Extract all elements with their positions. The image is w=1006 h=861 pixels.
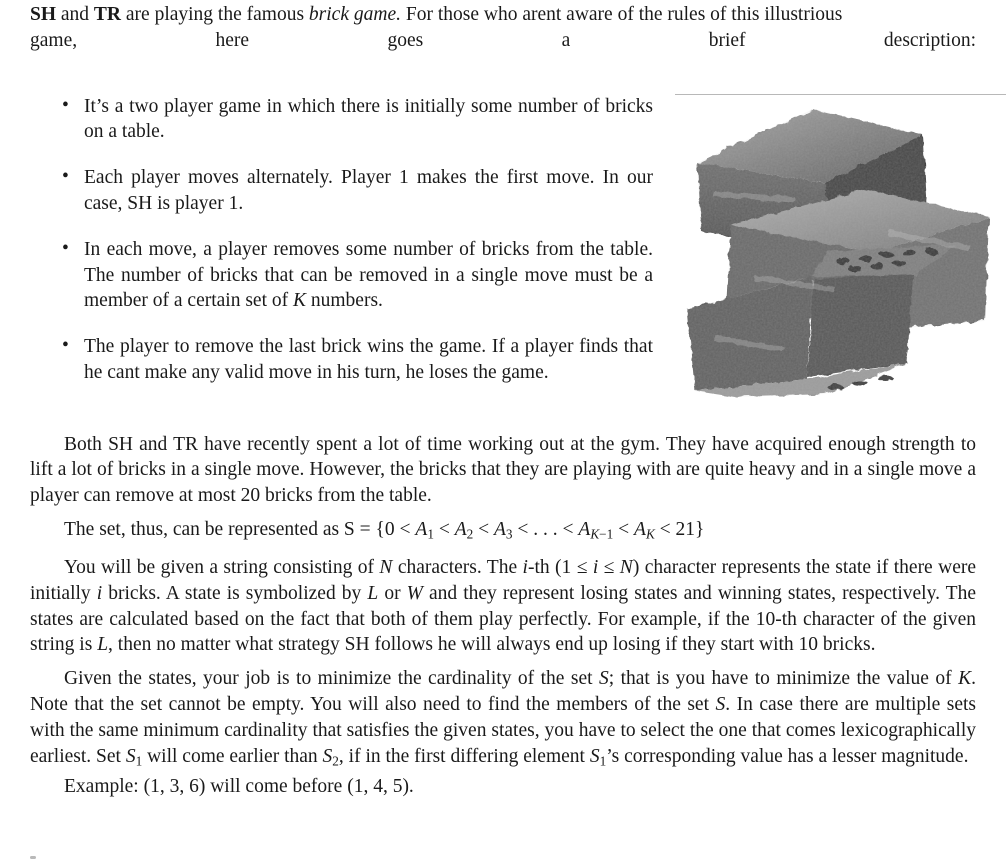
rule-item-3 xyxy=(62,237,653,314)
rule-item-2 xyxy=(62,165,653,217)
rule-item-text: In each move, a player removes some number of bricks from the table. The number of bricks that can be removed in a single move must be a member of a certain set of K numbers. xyxy=(84,238,653,312)
bullet-icon: • xyxy=(62,237,69,259)
bullet-icon: • xyxy=(62,166,69,188)
rules-and-photo-section xyxy=(30,94,976,422)
rule-item-1 xyxy=(62,94,653,146)
intro-paragraph xyxy=(30,2,976,54)
set-definition-line: The set, thus, can be represented as $S = \{0 < A_1 < A_2 < A_3$ < . . . < $AK_{-1}$ < AK < 21} xyxy=(64,518,705,542)
bullet-icon: • xyxy=(62,335,69,357)
example-line: Example: (1, 3, 6) will come before (1, 4, 5). xyxy=(64,775,414,797)
rule-item-text: Each player moves alternately. Player 1 makes the first move. In our case, SH is player 1. xyxy=(84,167,653,214)
photo-grain-texture xyxy=(675,95,1006,398)
rule-item-text: The player to remove the last brick wins the game. If a player finds that he cant make any valid move in his turn, he loses the game. xyxy=(84,336,653,383)
cut-off-text-fragment xyxy=(30,856,36,859)
rules-list xyxy=(30,94,653,422)
bricks-photo xyxy=(675,94,1006,399)
intro-line-1: SH and TR are playing the famous brick game. For those who arent aware of the rules of this illustrious xyxy=(30,4,843,25)
paragraph-gym: Both SH and TR have recently spent a lot of time working out at the gym. They have acquired enough strength to lift a lot of bricks in a single move. However, the bricks that they are playing with are quite heavy and in a single move a player can remove at most 20 bricks from the table. xyxy=(30,433,976,507)
paragraph-input-description: You will be given a string consisting of N characters. The i-th (1 ≤ i ≤ N) character represents the state if there were initially i bricks. A state is symbolized by L or W and they represent losing states and winning states, respectively. The states are calculated based on the fact that both of them play perfectly. For example, if the 10-th character of the given string is L, then no matter what strategy SH follows he will always end up losing if they start with 10 bricks. xyxy=(30,557,977,656)
intro-line-2: game, here goes a brief description: xyxy=(30,29,976,51)
rule-item-4 xyxy=(62,334,653,386)
bullet-icon: • xyxy=(62,94,69,116)
paragraph-task: Given the states, your job is to minimize the cardinality of the set S; that is you have to minimize the value of K. Note that the set cannot be empty. You will also need to find the members of the set S. In case there are multiple sets with the same minimum cardinality that satisfies the given states, you have to select the one that comes lexicographically earliest. Set $S_1$ will come earlier than $S_2$, if in the first differing element $S_1’s$ corresponding value has a lesser magnitude. xyxy=(30,668,976,768)
rule-item-text: It’s a two player game in which there is initially some number of bricks on a table. xyxy=(84,95,653,143)
bricks-image xyxy=(675,95,1006,398)
